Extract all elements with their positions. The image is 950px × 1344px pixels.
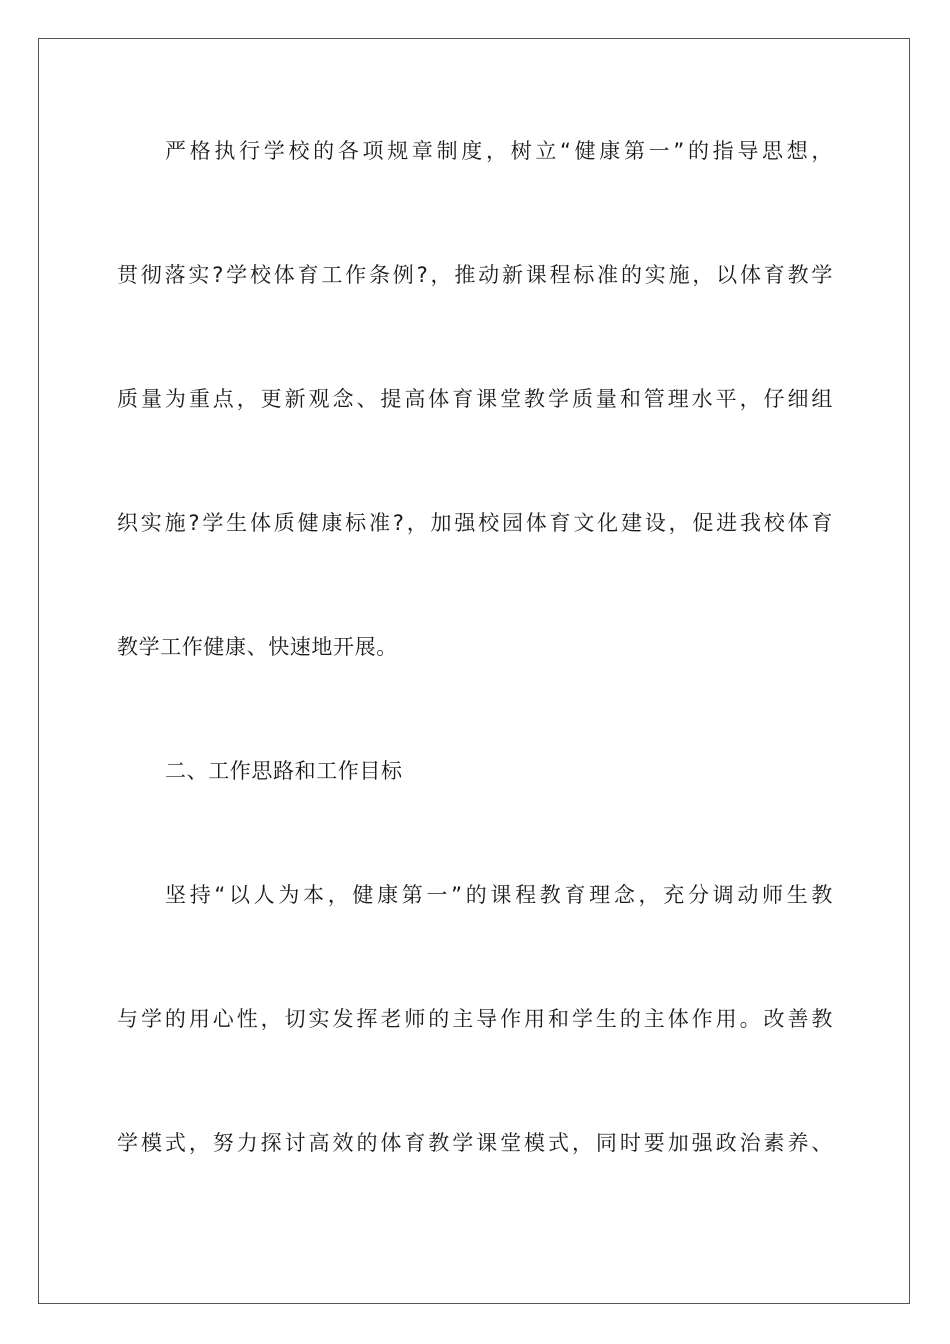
paragraph-line: 学模式，努力探讨高效的体育教学课堂模式，同时要加强政治素养、 — [117, 1131, 833, 1155]
paragraph-line: 质量为重点，更新观念、提高体育课堂教学质量和管理水平，仔细组 — [117, 387, 833, 411]
paragraph-line: 坚持“以人为本，健康第一”的课程教育理念，充分调动师生教 — [165, 883, 833, 907]
paragraph-line: 教学工作健康、快速地开展。 — [117, 635, 398, 659]
paragraph-line: 严格执行学校的各项规章制度，树立“健康第一”的指导思想， — [165, 139, 833, 163]
page-border — [38, 38, 910, 1304]
paragraph-line: 贯彻落实?学校体育工作条例?，推动新课程标准的实施，以体育教学 — [117, 263, 833, 287]
section-heading: 二、工作思路和工作目标 — [165, 759, 403, 783]
paragraph-line: 与学的用心性，切实发挥老师的主导作用和学生的主体作用。改善教 — [117, 1007, 833, 1031]
paragraph-line: 织实施?学生体质健康标准?，加强校园体育文化建设，促进我校体育 — [117, 511, 833, 535]
